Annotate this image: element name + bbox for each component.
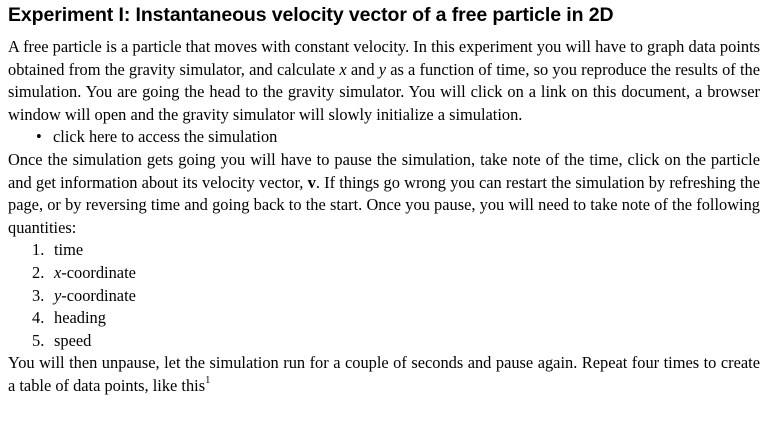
list-item bbox=[8, 285, 760, 308]
instructions-text-1: Once the simulation gets going you will have to pause the simulation, take note of the time, click on the particle and get information about its velocity vector, bbox=[8, 149, 760, 192]
quantities-list bbox=[8, 239, 760, 352]
quantity-var: y bbox=[54, 285, 62, 305]
list-number: 4. bbox=[32, 308, 45, 328]
list-item bbox=[8, 330, 760, 353]
quantity-label: speed bbox=[54, 330, 92, 350]
document-page bbox=[8, 0, 760, 398]
intro-paragraph bbox=[8, 36, 760, 126]
link-list bbox=[8, 126, 760, 149]
list-item bbox=[8, 126, 760, 149]
list-item bbox=[8, 262, 760, 285]
var-y: y bbox=[378, 59, 387, 79]
intro-text-3: as a function of time, so you reproduce the results of the simulation. You are going the head to the gravity simulator. You will click on a link on this document, a browser window will open and the gravity simulator will slowly initialize a simulation. bbox=[8, 59, 760, 124]
quantity-label: -coordinate bbox=[61, 285, 136, 305]
quantity-var: x bbox=[54, 262, 62, 282]
list-number: 2. bbox=[32, 262, 45, 282]
section-heading: Experiment I: Instantaneous velocity vector of a free particle in 2D bbox=[8, 4, 614, 26]
instructions-text-2: . If things go wrong you can restart the simulation by refreshing the page, or by reversing time and going back to the start. Once you pause, you will need to take note of the following quantities: bbox=[8, 172, 760, 237]
list-number: 3. bbox=[32, 285, 45, 305]
closing-text: You will then unpause, let the simulation run for a couple of seconds and pause again. Repeat four times to create a table of data points, like this bbox=[8, 353, 760, 395]
list-item bbox=[8, 239, 760, 262]
list-number: 5. bbox=[32, 330, 45, 350]
intro-text-1: A free particle is a particle that moves with constant velocity. In this experiment you will have to graph data points obtained from the gravity simulator, and calculate bbox=[8, 37, 760, 79]
quantity-label: time bbox=[54, 240, 84, 260]
velocity-vector: v bbox=[307, 172, 316, 192]
simulation-link[interactable]: click here to access the simulation bbox=[53, 127, 278, 147]
closing-paragraph bbox=[8, 352, 760, 397]
intro-text-2: and bbox=[346, 59, 379, 79]
bullet-icon: • bbox=[36, 127, 42, 147]
instructions-paragraph bbox=[8, 149, 760, 239]
footnote-marker[interactable]: 1 bbox=[205, 375, 211, 387]
var-x: x bbox=[339, 59, 347, 79]
list-item bbox=[8, 307, 760, 330]
quantity-label: -coordinate bbox=[61, 262, 136, 282]
list-number: 1. bbox=[32, 240, 45, 260]
quantity-label: heading bbox=[54, 308, 106, 328]
